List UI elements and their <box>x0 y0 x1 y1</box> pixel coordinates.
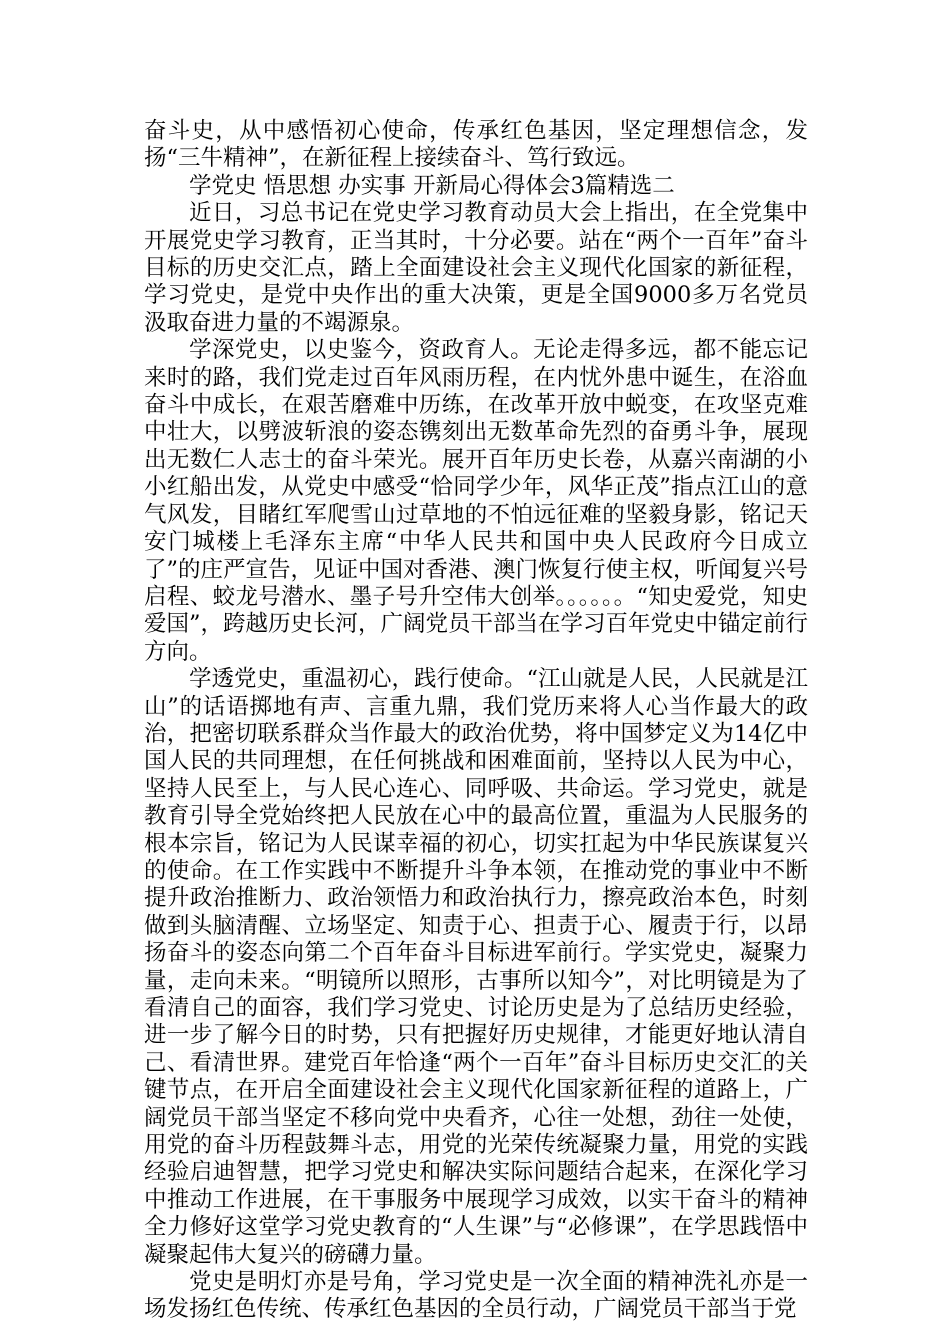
section-heading: 学党史 悟思想 办实事 开新局心得体会3篇精选二 <box>189 172 675 199</box>
paragraph: 学透党史，重温初心，践行使命。“江山就是人民，人民就是江山”的话语掷地有声、言重九鼎，我们党历来将人心当作最大的政治，把密切联系群众当作最大的政治优势，将中国梦定义为14亿中国人民的共同理想，在任何挑战和困难面前，坚持以人民为中心，坚持人民至上，与人民心连心、同呼吸、共命运。学习党史，就是教育引导全党始终把人民放在心中的最高位置，重温为人民服务的根本宗旨，铭记为人民谋幸福的初心，切实扛起为中华民族谋复兴的使命。在工作实践中不断提升斗争本领，在推动党的事业中不断提升政治推断力、政治领悟力和政治执行力，擦亮政治本色，时刻做到头脑清醒、立场坚定、知责于心、担责于心、履责于行，以昂扬奋斗的姿态向第二个百年奋斗目标进军前行。学实党史，凝聚力量，走向未来。“明镜所以照形，古事所以知今”，对比明镜是为了看清自己的面容，我们学习党史、讨论历史是为了总结历史经验，进一步了解今日的时势，只有把握好历史规律，才能更好地认清自己、看清世界。建党百年恰逢“两个一百年”奋斗目标历史交汇的关键节点，在开启全面建设社会主义现代化国家新征程的道路上，广阔党员干部当坚定不移向党中央看齐，心往一处想，劲往一处使，用党的奋斗历程鼓舞斗志，用党的光荣传统凝聚力量，用党的实践经验启迪智慧，把学习党史和解决实际问题结合起来，在深化学习中推动工作进展，在干事服务中展现学习成效，以实干奋斗的精神全力修好这堂学习党史教育的“人生课”与“必修课”，在学思践悟中凝聚起伟大复兴的磅礴力量。 <box>144 666 809 1268</box>
paragraph: 学深党史，以史鉴今，资政育人。无论走得多远，都不能忘记来时的路，我们党走过百年风雨历程，在内忧外患中诞生，在浴血奋斗中成长，在艰苦磨难中历练，在改革开放中蜕变，在攻坚克难中壮大，以劈波斩浪的姿态镌刻出无数革命先烈的奋勇斗争，展现出无数仁人志士的奋斗荣光。展开百年历史长卷，从嘉兴南湖的小小红船出发，从党史中感受“恰同学少年，风华正茂”指点江山的意气风发，目睹红军爬雪山过草地的不怕远征难的坚毅身影，铭记天安门城楼上毛泽东主席“中华人民共和国中央人民政府今日成立了”的庄严宣告，见证中国对香港、澳门恢复行使主权，听闻复兴号启程、蛟龙号潜水、墨子号升空伟大创举。。。。。。“知史爱党，知史爱国”，跨越历史长河，广阔党员干部当在学习百年党史中锚定前行方向。 <box>144 337 809 665</box>
document-body <box>144 118 808 1324</box>
paragraph: 党史是明灯亦是号角，学习党史是一次全面的精神洗礼亦是一场发扬红色传统、传承红色基因的全员行动，广阔党员干部当于党 <box>144 1269 808 1323</box>
paragraph-continuation: 奋斗史，从中感悟初心使命，传承红色基因，坚定理想信念，发扬“三牛精神”，在新征程上接续奋斗、笃行致远。 <box>144 118 808 172</box>
paragraph: 近日，习总书记在党史学习教育动员大会上指出，在全党集中开展党史学习教育，正当其时，十分必要。站在“两个一百年”奋斗目标的历史交汇点，踏上全面建设社会主义现代化国家的新征程，学习党史，是党中央作出的重大决策，更是全国9000多万名党员汲取奋进力量的不竭源泉。 <box>144 200 808 336</box>
